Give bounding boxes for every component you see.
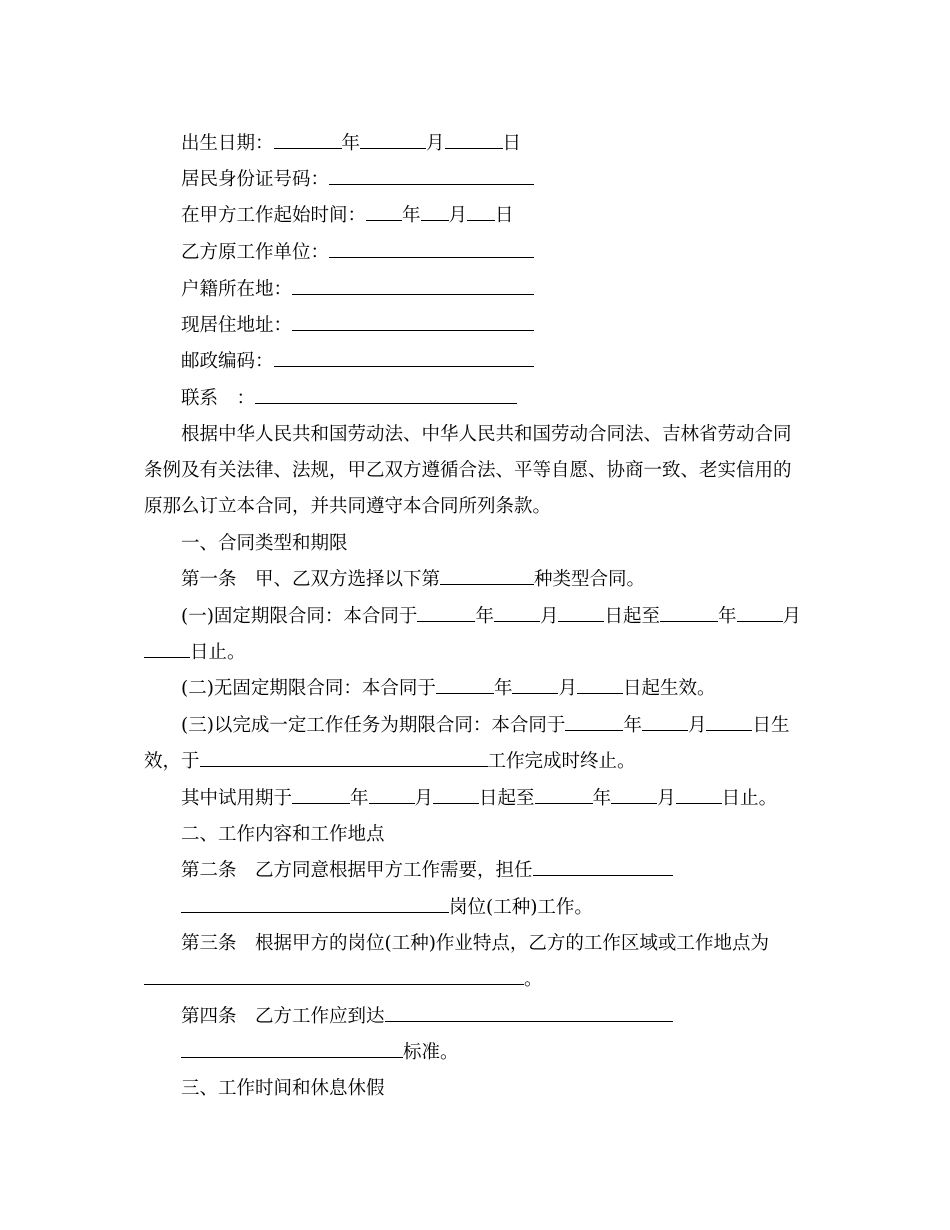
household-register-blank[interactable] <box>292 277 534 295</box>
article-4-line-1: 第四条 乙方工作应到达 <box>181 1004 673 1030</box>
contract-type-blank[interactable] <box>440 567 534 585</box>
probation-end-year-blank[interactable] <box>535 786 593 804</box>
open-year-blank[interactable] <box>436 676 494 694</box>
start-month-blank[interactable] <box>421 203 449 221</box>
section-1-heading: 一、合同类型和期限 <box>181 533 348 554</box>
contact-row: 联系 ： <box>181 386 517 412</box>
task-month-blank[interactable] <box>642 713 688 731</box>
probation-line: 其中试用期于 年 月 日起至 年 月 日止。 <box>181 788 778 809</box>
probation-start-month-blank[interactable] <box>369 786 415 804</box>
work-standard-blank-1[interactable] <box>385 1004 673 1022</box>
article-1: 第一条 甲、乙双方选择以下第 种类型合同。 <box>181 569 646 590</box>
fixed-end-day-blank[interactable] <box>144 640 190 658</box>
task-term-line-1: (三)以完成一定工作任务为期限合同：本合同于 年 月 日生 <box>181 715 790 736</box>
household-register-row: 户籍所在地： <box>181 277 534 303</box>
former-employer-blank[interactable] <box>329 240 534 258</box>
postal-code-blank[interactable] <box>274 349 534 367</box>
task-description-blank[interactable] <box>200 749 488 767</box>
article-4-line-2: 标准。 <box>181 1040 459 1066</box>
probation-end-month-blank[interactable] <box>611 786 657 804</box>
fixed-start-year-blank[interactable] <box>417 604 475 622</box>
article-3-line-1: 第三条 根据甲方的岗位(工种)作业特点，乙方的工作区域或工作地点为 <box>181 933 769 954</box>
current-address-row: 现居住地址： <box>181 313 534 339</box>
preamble-line-1: 根据中华人民共和国劳动法、中华人民共和国劳动合同法、吉林省劳动合同 <box>181 424 792 445</box>
preamble-line-3: 原那么订立本合同，并共同遵守本合同所列条款。 <box>144 496 552 517</box>
birth-month-blank[interactable] <box>360 131 426 149</box>
birth-day-blank[interactable] <box>445 131 503 149</box>
start-time-row: 在甲方工作起始时间： 年 月 日 <box>181 205 514 226</box>
fixed-term-line-1: (一)固定期限合同：本合同于 年 月 日起至 年 月 <box>181 606 802 627</box>
task-day-blank[interactable] <box>706 713 752 731</box>
current-address-blank[interactable] <box>292 313 534 331</box>
former-employer-row: 乙方原工作单位： <box>181 240 534 266</box>
article-2-line-2: 岗位(工种)工作。 <box>181 895 593 921</box>
id-number-blank[interactable] <box>329 167 534 185</box>
article-3-line-2: 。 <box>144 967 543 993</box>
birth-year-blank[interactable] <box>274 131 342 149</box>
open-day-blank[interactable] <box>577 676 623 694</box>
position-blank-1[interactable] <box>533 858 673 876</box>
fixed-start-month-blank[interactable] <box>494 604 540 622</box>
open-term-line: (二)无固定期限合同：本合同于 年 月 日起生效。 <box>181 678 716 699</box>
task-term-line-2: 效，于 工作完成时终止。 <box>144 751 636 772</box>
start-day-blank[interactable] <box>467 203 495 221</box>
postal-code-row: 邮政编码： <box>181 349 534 375</box>
probation-start-day-blank[interactable] <box>433 786 479 804</box>
section-2-heading: 二、工作内容和工作地点 <box>181 824 385 845</box>
probation-start-year-blank[interactable] <box>292 786 350 804</box>
work-location-blank[interactable] <box>144 967 524 985</box>
start-year-blank[interactable] <box>366 203 402 221</box>
fixed-term-line-2: 日止。 <box>144 640 246 666</box>
preamble-line-2: 条例及有关法律、法规，甲乙双方遵循合法、平等自愿、协商一致、老实信用的 <box>144 460 792 481</box>
task-year-blank[interactable] <box>565 713 623 731</box>
open-month-blank[interactable] <box>512 676 558 694</box>
article-2-line-1: 第二条 乙方同意根据甲方工作需要，担任 <box>181 858 673 884</box>
work-standard-blank-2[interactable] <box>181 1040 403 1058</box>
contact-blank[interactable] <box>255 386 517 404</box>
position-blank-2[interactable] <box>181 895 449 913</box>
fixed-end-year-blank[interactable] <box>660 604 718 622</box>
probation-end-day-blank[interactable] <box>676 786 722 804</box>
fixed-start-day-blank[interactable] <box>558 604 604 622</box>
fixed-end-month-blank[interactable] <box>737 604 783 622</box>
section-3-heading: 三、工作时间和休息休假 <box>181 1078 385 1099</box>
birth-date-row: 出生日期： 年 月 日 <box>181 133 522 154</box>
id-number-row: 居民身份证号码： <box>181 167 534 193</box>
